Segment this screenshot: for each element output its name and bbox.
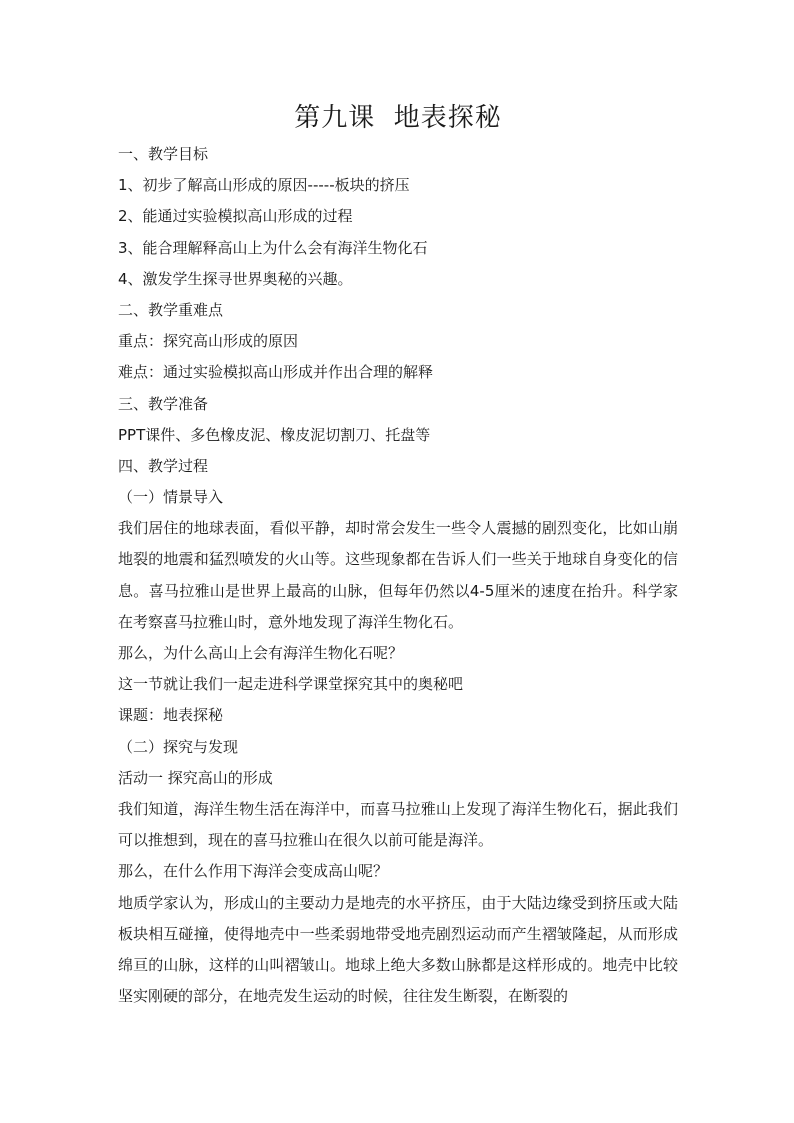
activity-one-title: 活动一 探究高山的形成 <box>118 768 273 787</box>
heading-teaching-goals: 一、教学目标 <box>118 145 209 163</box>
question-fossils: 那么，为什么高山上会有海洋生物化石呢？ <box>118 644 404 663</box>
heading-key-points: 二、教学重难点 <box>118 300 224 319</box>
document-title: 第九课 地表探秘 <box>294 103 502 133</box>
difficult-point: 难点：通过实验模拟高山形成并作出合理的解释 <box>118 363 434 382</box>
question-ocean-to-mountain: 那么，在什么作用下海洋会变成高山呢？ <box>118 862 389 881</box>
paragraph-we-know: 我们知道，海洋生物生活在海洋中，而喜马拉雅山上发现了海洋生物化石，据此我们可以推想到，现在的喜马拉雅山在很久以前可能是海洋。 <box>118 800 678 850</box>
goal-item-2: 2、能通过实验模拟高山形成的过程 <box>118 207 353 226</box>
goal-item-4: 4、激发学生探寻世界奥秘的兴趣。 <box>118 269 353 288</box>
paragraph-intro: 我们居住的地球表面，看似平静，却时常会发生一些令人震撼的剧烈变化，比如山崩地裂的地震和猛烈喷发的火山等。这些现象都在告诉人们一些关于地球自身变化的信息。喜马拉雅山是世界上最高的山脉，但每年仍然以4-5厘米的速度在抬升。科学家在考察喜马拉雅山时，意外地发现了海洋生物化石。 <box>118 519 678 631</box>
key-point: 重点：探究高山形成的原因 <box>118 332 299 351</box>
lesson-topic: 课题：地表探秘 <box>118 706 224 725</box>
paragraph-geology: 地质学家认为，形成山的主要动力是地壳的水平挤压，由于大陆边缘受到挤压或大陆板块相互碰撞，使得地壳中一些柔弱地带受地壳剧烈运动而产生褶皱隆起，从而形成绵亘的山脉，这样的山叫褶皱山。地球上绝大多数山脉都是这样形成的。地壳中比较坚实刚硬的部分，在地壳发生运动的时候，往往发生断裂，在断裂的 <box>118 893 678 1006</box>
heading-teaching-process: 四、教学过程 <box>118 456 209 475</box>
preparation-materials: PPT课件、多色橡皮泥、橡皮泥切割刀、托盘等 <box>118 425 431 444</box>
heading-preparation: 三、教学准备 <box>118 394 209 413</box>
lead-in-sentence: 这一节就让我们一起走进科学课堂探究其中的奥秘吧 <box>118 675 464 694</box>
subheading-explore: （二）探究与发现 <box>118 737 239 756</box>
subheading-scenario-intro: （一）情景导入 <box>118 488 224 507</box>
goal-item-3: 3、能合理解释高山上为什么会有海洋生物化石 <box>118 238 428 257</box>
goal-item-1: 1、初步了解高山形成的原因-----板块的挤压 <box>118 176 410 195</box>
